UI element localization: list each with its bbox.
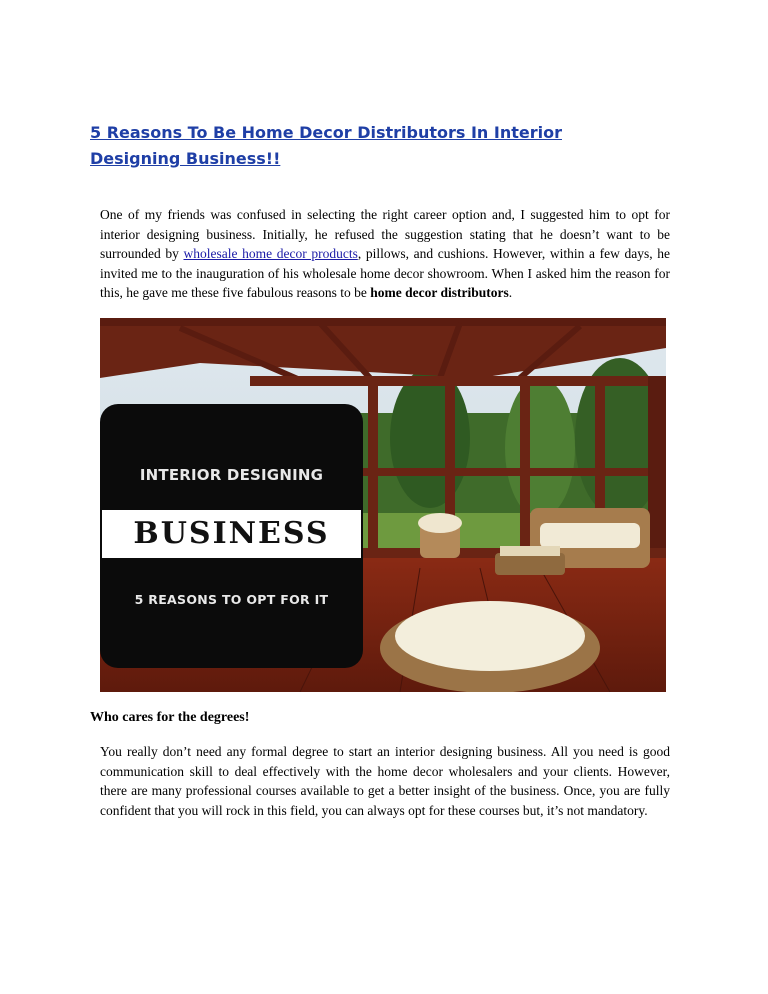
- overlay-main-text: BUSINESS: [133, 516, 330, 551]
- intro-text-after: , pillows, and cushions. However, within a few days, he invited me to the inauguration of his wholesale home decor showroom. When I asked him the reason for this, he gave me these five fabulous reasons to be: [100, 246, 670, 301]
- intro-end: .: [508, 285, 513, 301]
- section-paragraph: You really don’t need any formal degree to start an interior designing business. All you need is good communication skill to deal effectively with the home decor wholesalers and your clients. However, there are many professional courses available to get a better insight of the business. Once, you are fully confident that you will rock in this field, you can always opt for these courses but, it’s not mandatory.: [100, 744, 670, 818]
- overlay-bottom-text: 5 REASONS TO OPT FOR IT: [134, 592, 329, 607]
- image-overlay-card: [100, 404, 363, 668]
- section-heading: Who cares for the degrees!: [90, 710, 250, 725]
- overlay-band: [102, 510, 361, 558]
- wholesale-products-link[interactable]: wholesale home decor products: [183, 246, 358, 262]
- article-image: [100, 318, 666, 692]
- intro-paragraph: [100, 205, 670, 303]
- article-title: 5 Reasons To Be Home Decor Distributors In Interior Designing Business!!: [90, 123, 562, 168]
- overlay-top-text: INTERIOR DESIGNING: [139, 466, 324, 484]
- intro-bold-term: home decor distributors: [370, 285, 509, 301]
- intro-text-before: One of my friends was confused in selecting the right career option and, I suggested him to opt for interior designing business. Initially, he refused the suggestion stating that he doesn’t want to be surrounded by: [100, 207, 670, 262]
